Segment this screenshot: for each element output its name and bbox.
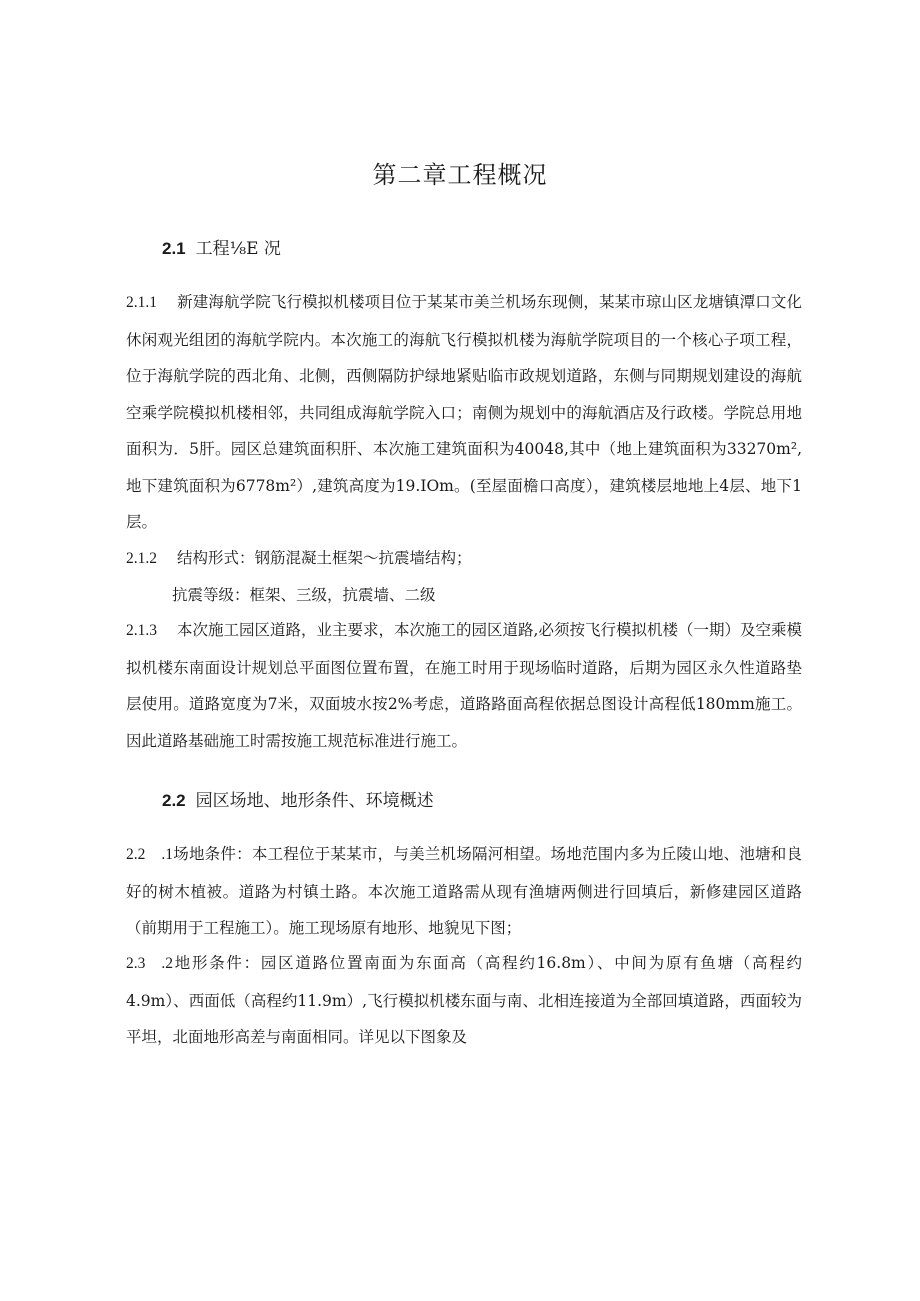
section-title: 园区场地、地形条件、环境概述 <box>195 791 434 811</box>
paragraph-number: 2.1.1 <box>126 294 157 311</box>
section-heading-2-1 <box>162 234 281 259</box>
paragraph-text: 本次施工园区道路，业主要求，本次施工的园区道路,必须按飞行模拟机楼（一期）及空乘模拟机楼东南面设计规划总平面图位置布置，在施工时用于现场临时道路，后期为园区永久性道路垫层使用。道路宽度为7米，双面坡水按2%考虑，道路路面高程依据总图设计高程低180mm施工。因此道路基础施工时需按施工规范标准进行施工。 <box>126 621 802 750</box>
paragraph-2-3-2 <box>126 945 802 1056</box>
seismic-grade-line: 抗震等级：框架、三级，抗震墙、二级 <box>172 586 436 604</box>
paragraph-number: 2.3 <box>126 955 146 972</box>
paragraph-2-1-2 <box>126 540 802 578</box>
paragraph-text: 新建海航学院飞行模拟机楼项目位于某某市美兰机场东现侧，某某市琼山区龙塘镇潭口文化休闲观光组团的海航学院内。本次施工的海航飞行模拟机楼为海航学院项目的一个核心子项工程，位于海航学院的西北角、北侧，西侧隔防护绿地紧贴临市政规划道路，东侧与同期规划建设的海航空乘学院模拟机楼相邻，共同组成海航学院入口；南侧为规划中的海航酒店及行政楼。学院总用地面积为．5肝。园区总建筑面积肝、本次施工建筑面积为40048,其中（地上建筑面积为33270m²,地下建筑面积为6778m²）,建筑高度为19.IOm。(至屋面檐口高度），建筑楼层地地上4层、地下1层。 <box>126 293 802 531</box>
chapter-title: 第二章工程概况 <box>372 161 548 189</box>
section-title: 工程⅛E 况 <box>195 239 281 259</box>
paragraph-2-1-3 <box>126 612 802 759</box>
paragraph-number: 2.1.2 <box>126 550 157 567</box>
paragraph-number: 2.1.3 <box>126 622 157 639</box>
paragraph-subnumber: .2 <box>161 955 173 972</box>
paragraph-2-1-1 <box>126 284 802 541</box>
paragraph-2-2-1 <box>126 836 802 947</box>
paragraph-text: 场地条件：本工程位于某某市，与美兰机场隔河相望。场地范围内多为丘陵山地、池塘和良好的树木植被。道路为村镇土路。本次施工道路需从现有渔塘两侧进行回填后，新修建园区道路（前期用于工程施工）。施工现场原有地形、地貌见下图； <box>126 845 802 937</box>
paragraph-text: 地形条件：园区道路位置南面为东面高（高程约16.8m）、中间为原有鱼塘（高程约4.9m）、西面低（高程约11.9m）,飞行模拟机楼东面与南、北相连接道为全部回填道路，西面较为平坦，北面地形高差与南面相同。详见以下图象及 <box>126 954 802 1046</box>
section-number: 2.1 <box>162 239 186 258</box>
paragraph-number: 2.2 <box>126 846 146 863</box>
paragraph-subnumber: .1 <box>161 846 173 863</box>
section-number: 2.2 <box>162 791 186 810</box>
paragraph-text: 结构形式：钢筋混凝土框架～抗震墙结构； <box>177 549 472 567</box>
section-heading-2-2 <box>162 786 434 811</box>
